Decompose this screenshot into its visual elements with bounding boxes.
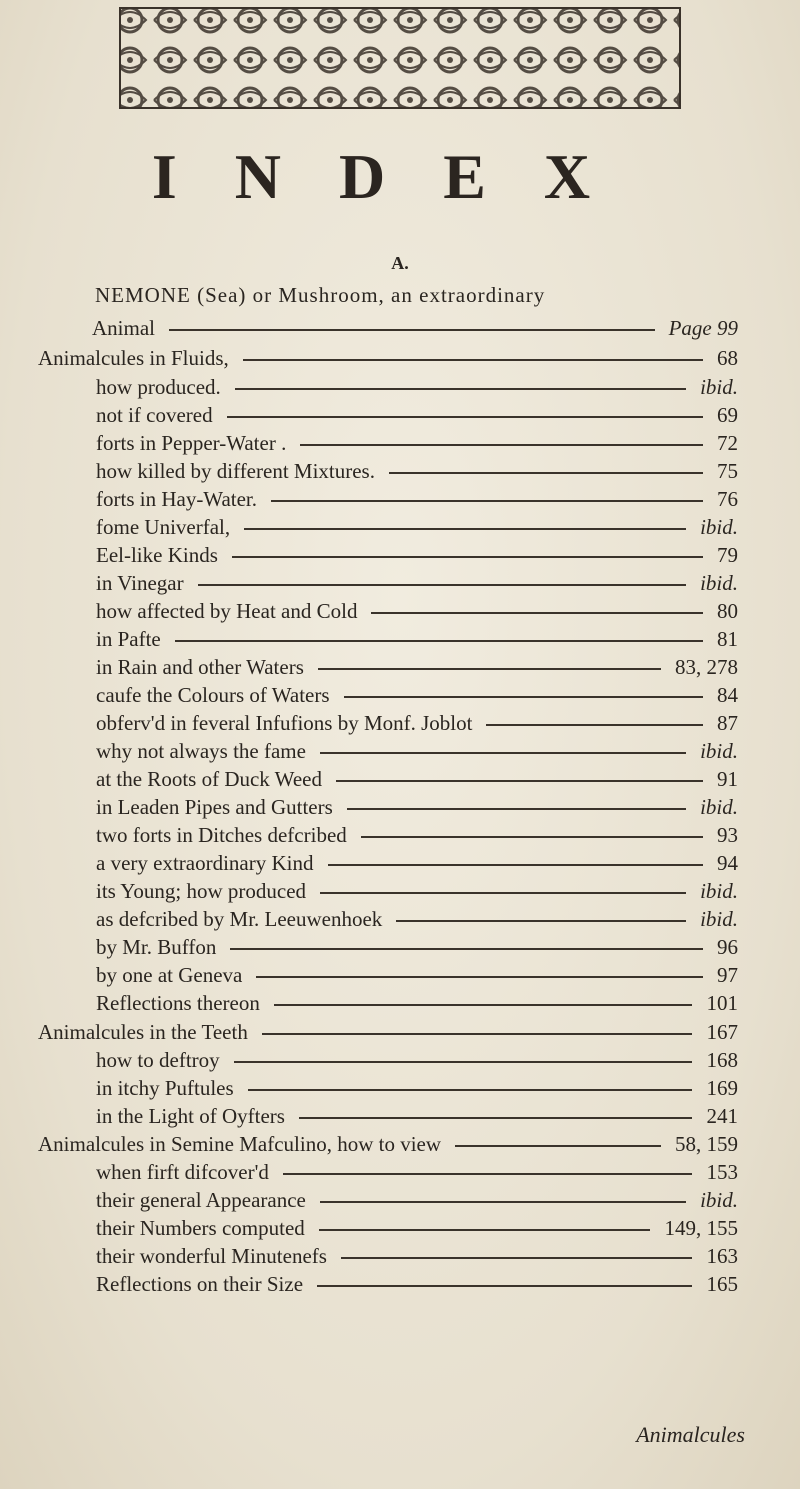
entry-page-ref: 163 (706, 1244, 738, 1268)
entry-heading: as defcribed by Mr. Leeuwenhoek (96, 907, 383, 931)
index-entry (0, 876, 800, 906)
leader-rule (175, 640, 703, 642)
index-entry (0, 764, 800, 794)
entry-heading: obferv'd in feveral Infufions by Monf. Joblot (96, 711, 473, 735)
entry-heading: their wonderful Minutenefs (96, 1244, 327, 1268)
index-entry (0, 1269, 800, 1299)
leader-rule (256, 976, 703, 978)
index-entry (0, 1129, 800, 1159)
entry-heading: a very extraordinary Kind (96, 851, 314, 875)
index-entry (0, 1101, 800, 1131)
entry-heading: forts in Hay-Water. (96, 487, 258, 511)
index-entry (0, 512, 800, 542)
entry-heading: why not always the fame (96, 739, 306, 763)
entry-heading: their general Appearance (96, 1188, 306, 1212)
entry-page-ref: 169 (706, 1076, 738, 1100)
leader-rule (320, 752, 686, 754)
entry-page-ref: 97 (717, 963, 738, 987)
index-entry (0, 708, 800, 738)
leader-rule (227, 416, 703, 418)
index-entry (0, 1045, 800, 1075)
entry-heading: two forts in Ditches defcribed (96, 823, 347, 847)
decorative-headpiece (110, 0, 690, 120)
index-entry (0, 1157, 800, 1187)
entry-heading: Animalcules in Semine Mafculino, how to view (38, 1132, 442, 1156)
entry-heading: at the Roots of Duck Weed (96, 767, 322, 791)
entry-heading: in Pafte (96, 627, 161, 651)
leader-rule (396, 920, 686, 922)
entry-page-ref: 93 (717, 823, 738, 847)
leader-rule (271, 500, 703, 502)
entry-heading: by Mr. Buffon (96, 935, 217, 959)
entry-page-ref: ibid. (700, 375, 738, 399)
entry-page-ref: 153 (706, 1160, 738, 1184)
entry-page-ref: Page 99 (668, 316, 738, 340)
entry-page-ref: ibid. (700, 571, 738, 595)
leader-rule (336, 780, 703, 782)
index-entry (0, 736, 800, 766)
entry-heading: how produced. (96, 375, 221, 399)
entry-page-ref: 80 (717, 599, 738, 623)
entry-page-ref: 91 (717, 767, 738, 791)
entry-page-ref: 84 (717, 683, 738, 707)
entry-heading: how killed by different Mixtures. (96, 459, 375, 483)
entry-heading: in Vinegar (96, 571, 184, 595)
index-entry (0, 596, 800, 626)
entry-page-ref: 96 (717, 935, 738, 959)
entry-heading: forts in Pepper-Water . (96, 431, 287, 455)
entry-page-ref: 81 (717, 627, 738, 651)
leader-rule (262, 1033, 692, 1035)
entry-page-ref: ibid. (700, 907, 738, 931)
entry-heading: not if covered (96, 403, 213, 427)
leader-rule (169, 329, 655, 331)
entry-page-ref: 69 (717, 403, 738, 427)
entry-heading: how to deftroy (96, 1048, 220, 1072)
index-entry (0, 456, 800, 486)
index-entry (0, 820, 800, 850)
entry-page-ref: ibid. (700, 879, 738, 903)
index-entry (0, 1073, 800, 1103)
entry-heading: Reflections on their Size (96, 1272, 304, 1296)
section-letter: A. (391, 253, 409, 273)
index-entry (0, 484, 800, 514)
entry-heading: Animal (92, 316, 155, 340)
index-entry (0, 568, 800, 598)
entry-heading: in the Light of Oyfters (96, 1104, 285, 1128)
index-entry (0, 960, 800, 990)
entry-page-ref: 165 (706, 1272, 738, 1296)
entry-heading: by one at Geneva (96, 963, 243, 987)
leader-rule (317, 1285, 692, 1287)
leader-rule (371, 612, 703, 614)
leader-rule (455, 1145, 661, 1147)
leader-rule (389, 472, 703, 474)
leader-rule (320, 1201, 686, 1203)
index-entry (0, 372, 800, 402)
leader-rule (318, 668, 661, 670)
index-entry (0, 280, 800, 310)
index-entry (0, 932, 800, 962)
entry-page-ref: ibid. (700, 1188, 738, 1212)
index-entry (0, 680, 800, 710)
entry-heading: in itchy Puftules (96, 1076, 234, 1100)
entry-heading: Animalcules in Fluids, (38, 346, 229, 370)
entry-heading: fome Univerfal, (96, 515, 231, 539)
index-entry (0, 343, 800, 373)
entry-page-ref: 87 (717, 711, 738, 735)
leader-rule (347, 808, 686, 810)
entry-page-ref: 241 (706, 1104, 738, 1128)
entry-heading: how affected by Heat and Cold (96, 599, 358, 623)
entry-page-ref: 75 (717, 459, 738, 483)
entry-heading: Reflections thereon (96, 991, 260, 1015)
index-entry (0, 624, 800, 654)
index-entry (0, 1017, 800, 1047)
leader-rule (234, 1061, 692, 1063)
entry-page-ref: ibid. (700, 739, 738, 763)
entry-page-ref: 83, 278 (675, 655, 738, 679)
entry-heading: in Rain and other Waters (96, 655, 304, 679)
leader-rule (198, 584, 686, 586)
index-entry (0, 1185, 800, 1215)
entry-heading: their Numbers computed (96, 1216, 305, 1240)
leader-rule (274, 1004, 692, 1006)
leader-rule (230, 948, 703, 950)
entry-page-ref: 94 (717, 851, 738, 875)
leader-rule (300, 444, 703, 446)
leader-rule (248, 1089, 692, 1091)
leader-rule (235, 388, 686, 390)
index-entry (0, 904, 800, 934)
entry-page-ref: ibid. (700, 795, 738, 819)
index-entry (0, 400, 800, 430)
entry-page-ref: ibid. (700, 515, 738, 539)
index-entry (0, 1241, 800, 1271)
entry-heading: when firft difcover'd (96, 1160, 269, 1184)
index-entry (0, 652, 800, 682)
index-entry (0, 1213, 800, 1243)
index-entry (0, 313, 800, 343)
page-title: INDEX (151, 141, 649, 212)
entry-page-ref: 76 (717, 487, 738, 511)
leader-rule (328, 864, 703, 866)
entry-heading: its Young; how produced (96, 879, 307, 903)
entry-page-ref: 72 (717, 431, 738, 455)
leader-rule (344, 696, 703, 698)
entry-heading: Eel-like Kinds (96, 543, 218, 567)
leader-rule (299, 1117, 692, 1119)
entry-page-ref: 149, 155 (664, 1216, 738, 1240)
entry-heading: NEMONE (Sea) or Mushroom, an extraordinary (95, 283, 546, 307)
leader-rule (283, 1173, 692, 1175)
entry-page-ref: 68 (717, 346, 738, 370)
leader-rule (320, 892, 686, 894)
leader-rule (361, 836, 703, 838)
index-entry (0, 540, 800, 570)
entry-heading: in Leaden Pipes and Gutters (96, 795, 333, 819)
entry-page-ref: 79 (717, 543, 738, 567)
index-entry (0, 792, 800, 822)
entry-page-ref: 101 (706, 991, 738, 1015)
entry-page-ref: 58, 159 (675, 1132, 738, 1156)
entry-heading: Animalcules in the Teeth (38, 1020, 248, 1044)
catchword: Animalcules (636, 1422, 745, 1447)
leader-rule (232, 556, 703, 558)
entry-page-ref: 167 (706, 1020, 738, 1044)
leader-rule (243, 359, 703, 361)
leader-rule (341, 1257, 692, 1259)
index-entry (0, 988, 800, 1018)
index-entry (0, 848, 800, 878)
index-entry (0, 428, 800, 458)
entry-heading: caufe the Colours of Waters (96, 683, 330, 707)
leader-rule (244, 528, 686, 530)
leader-rule (486, 724, 703, 726)
leader-rule (319, 1229, 650, 1231)
entry-page-ref: 168 (706, 1048, 738, 1072)
